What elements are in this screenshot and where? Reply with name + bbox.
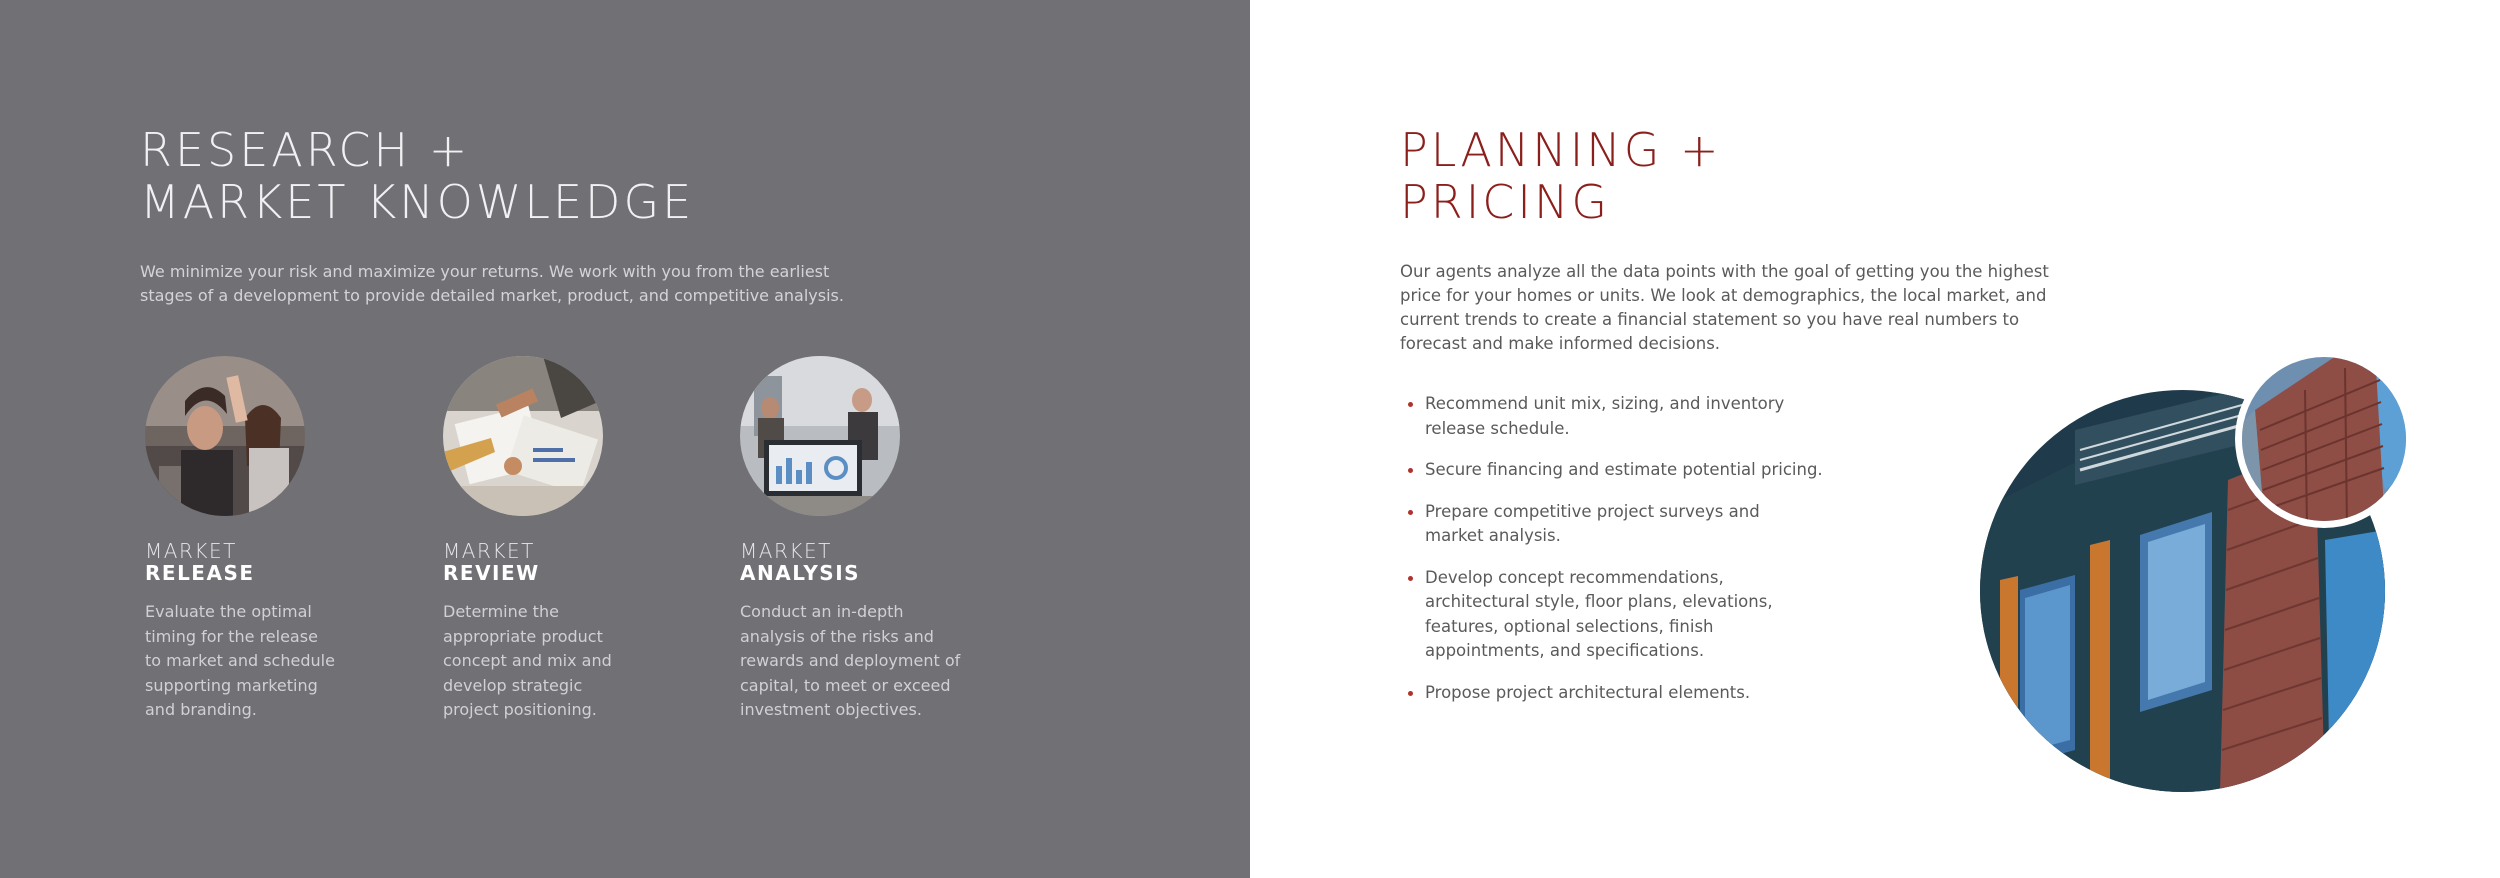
- card-body-line: timing for the release: [145, 626, 318, 646]
- list-item-line: market analysis.: [1425, 526, 1561, 545]
- list-item-line: Secure financing and estimate potential pricing.: [1425, 460, 1823, 479]
- card-kicker: MARKET: [443, 539, 535, 563]
- planning-heading: [1400, 124, 1722, 228]
- card-body-line: concept and mix and: [443, 651, 612, 670]
- heading-line: MARKET KNOWLEDGE: [140, 175, 695, 229]
- card-kicker: MARKET: [145, 539, 237, 563]
- card-body: [443, 600, 683, 723]
- list-item: [1408, 566, 1823, 664]
- list-item-line: features, optional selections, finish: [1425, 616, 1714, 636]
- list-item-line: Develop concept recommendations,: [1425, 567, 1724, 587]
- list-item-line: architectural style, floor plans, elevations,: [1425, 592, 1773, 611]
- card-body-line: appropriate product: [443, 626, 603, 646]
- card-body: [740, 600, 980, 723]
- card-body-line: to market and schedule: [145, 651, 335, 670]
- intro-line: forecast and make informed decisions.: [1400, 334, 1721, 353]
- documents-on-desk-photo: [443, 356, 603, 516]
- list-item-line: Recommend unit mix, sizing, and inventory: [1425, 394, 1785, 413]
- laptop-analytics-photo: [740, 356, 900, 516]
- intro-line: price for your homes or units. We look at demographics, the local market, and: [1400, 286, 2047, 305]
- card-body: [145, 600, 385, 723]
- card-title: REVIEW: [443, 561, 540, 585]
- list-item-line: Propose project architectural elements.: [1425, 682, 1751, 702]
- heading-line: PRICING: [1400, 175, 1611, 229]
- heading-line: RESEARCH +: [140, 123, 471, 177]
- card-title: ANALYSIS: [740, 561, 861, 585]
- intro-line: stages of a development to provide detailed market, product, and competitive analysis.: [140, 286, 844, 305]
- market-review-card: [443, 356, 683, 723]
- card-body-line: Determine the: [443, 602, 559, 621]
- list-item-line: release schedule.: [1425, 418, 1570, 438]
- card-kicker: MARKET: [740, 539, 832, 563]
- list-item-line: Prepare competitive project surveys and: [1425, 501, 1760, 521]
- card-body-line: Evaluate the optimal: [145, 602, 312, 621]
- planning-intro: [1400, 260, 2049, 356]
- card-body-line: develop strategic: [443, 675, 583, 695]
- brick-wall-detail-photo: [2235, 350, 2413, 528]
- list-item: [1408, 681, 1823, 706]
- intro-line: current trends to create a financial statement so you have real numbers to: [1400, 310, 2020, 329]
- heading-line: PLANNING +: [1400, 123, 1722, 177]
- card-body-line: and branding.: [145, 700, 257, 719]
- card-body-line: Conduct an in-depth: [740, 602, 904, 621]
- list-item: [1408, 500, 1823, 549]
- team-high-five-photo: [145, 356, 305, 516]
- card-body-line: rewards and deployment of: [740, 651, 961, 670]
- card-body-line: project positioning.: [443, 700, 597, 719]
- card-body-line: capital, to meet or exceed: [740, 675, 951, 695]
- list-item-line: appointments, and specifications.: [1425, 641, 1705, 660]
- list-item: [1408, 392, 1823, 441]
- card-body-line: supporting marketing: [145, 675, 318, 695]
- intro-line: Our agents analyze all the data points with the goal of getting you the highest: [1400, 262, 2049, 281]
- card-body-line: analysis of the risks and: [740, 626, 934, 646]
- research-intro: [140, 260, 844, 308]
- card-title: RELEASE: [145, 561, 255, 585]
- services-list: [1408, 392, 1823, 722]
- research-heading: [140, 124, 694, 228]
- intro-line: We minimize your risk and maximize your returns. We work with you from the earliest: [140, 262, 830, 281]
- card-body-line: investment objectives.: [740, 700, 922, 719]
- market-analysis-card: [740, 356, 980, 723]
- list-item: [1408, 458, 1823, 483]
- market-release-card: [145, 356, 385, 723]
